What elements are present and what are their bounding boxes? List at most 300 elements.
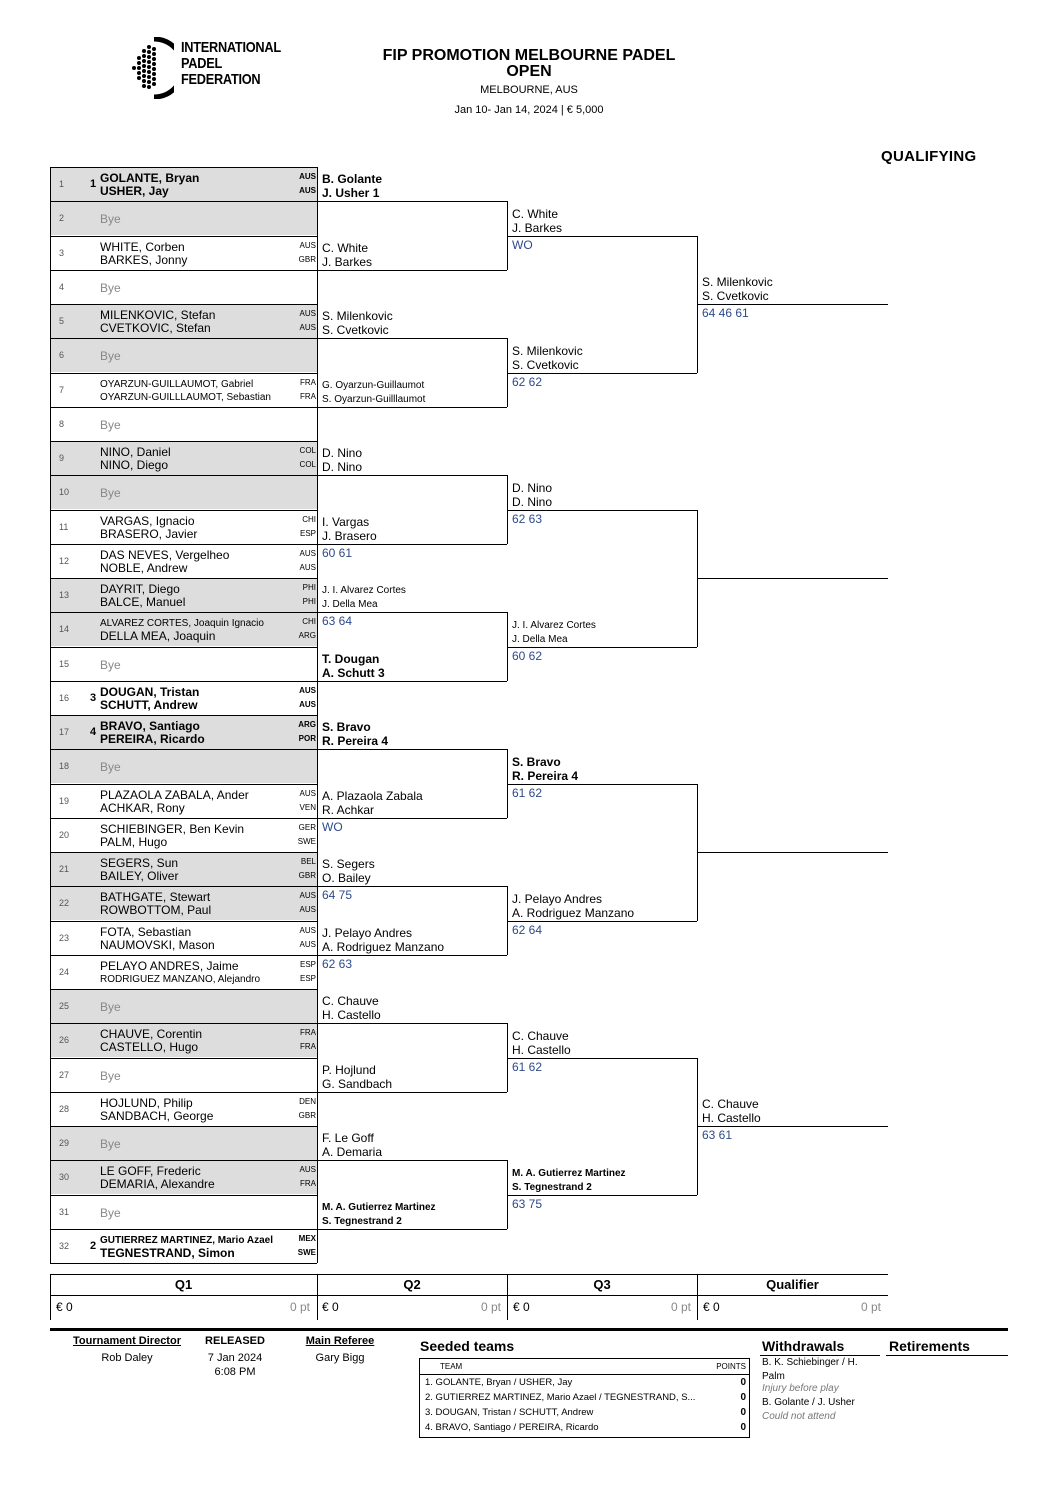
draw-slot bbox=[50, 373, 317, 407]
slot-number: 10 bbox=[59, 487, 70, 498]
bracket-line bbox=[317, 955, 507, 956]
country-code: AUS bbox=[299, 891, 316, 901]
player-name: GOLANTE, Bryan bbox=[100, 171, 200, 185]
draw-slot bbox=[50, 407, 317, 441]
country-code: AUS bbox=[299, 905, 316, 915]
country-code: AUS bbox=[299, 172, 316, 181]
bracket-line bbox=[507, 1195, 697, 1196]
prize-qualifier: € 0 bbox=[703, 1300, 720, 1314]
match-winner: S. Tegnestrand 2 bbox=[322, 1216, 402, 1227]
draw-slot bbox=[50, 578, 317, 612]
match-score: 61 62 bbox=[512, 786, 543, 800]
points-q3: 0 pt bbox=[670, 1300, 691, 1314]
match-winner: J. Barkes bbox=[512, 221, 563, 235]
bracket-line bbox=[50, 1263, 317, 1264]
bracket-line bbox=[697, 578, 888, 579]
match-winner: D. Nino bbox=[512, 495, 553, 509]
draw-slot bbox=[50, 818, 317, 852]
match-score: 62 62 bbox=[512, 375, 543, 389]
match-winner: I. Vargas bbox=[322, 515, 370, 529]
draw-slot bbox=[50, 886, 317, 920]
slot-number: 26 bbox=[59, 1035, 70, 1046]
match-winner: C. White bbox=[512, 207, 559, 221]
slot-number: 12 bbox=[59, 555, 70, 566]
bracket-line bbox=[697, 852, 888, 853]
player-name: OYARZUN-GUILLAUMOT, Gabriel bbox=[100, 378, 254, 390]
bye-label: Bye bbox=[100, 760, 121, 775]
player-name: BRAVO, Santiago bbox=[100, 719, 200, 733]
match-winner: T. Dougan bbox=[322, 652, 380, 666]
slot-number: 14 bbox=[59, 624, 70, 635]
points-q1: 0 pt bbox=[289, 1300, 310, 1314]
country-code: CHI bbox=[302, 514, 316, 524]
draw-slot bbox=[50, 852, 317, 886]
match-winner: A. Schutt 3 bbox=[322, 666, 385, 680]
country-code: ESP bbox=[299, 973, 316, 983]
country-code: SWE bbox=[297, 1247, 316, 1257]
player-name: OYARZUN-GUILLLAUMOT, Sebastian bbox=[100, 391, 271, 403]
match-winner: J. Della Mea bbox=[512, 634, 568, 645]
slot-number: 27 bbox=[59, 1069, 70, 1080]
slot-number: 19 bbox=[59, 795, 70, 806]
slot-number: 13 bbox=[59, 590, 70, 600]
match-score: 62 63 bbox=[322, 957, 353, 971]
points-qualifier: 0 pt bbox=[860, 1300, 881, 1314]
country-code: FRA bbox=[300, 1028, 316, 1038]
prize-q2: € 0 bbox=[322, 1300, 339, 1314]
country-code: DEN bbox=[299, 1096, 316, 1106]
country-code: AUS bbox=[299, 925, 316, 935]
player-name: PELAYO ANDRES, Jaime bbox=[100, 958, 239, 973]
released-label: RELEASED bbox=[205, 1335, 265, 1347]
team-column-header: TEAM bbox=[440, 1362, 463, 1371]
player-name: SCHIEBINGER, Ben Kevin bbox=[100, 821, 245, 836]
player-name: ROWBOTTOM, Paul bbox=[100, 903, 212, 918]
withdrawal-name-cont: Palm bbox=[762, 1371, 785, 1382]
match-winner: O. Bailey bbox=[322, 871, 371, 885]
player-name: CASTELLO, Hugo bbox=[100, 1040, 199, 1055]
match-winner: D. Nino bbox=[322, 446, 363, 460]
seeded-row: 3. DOUGAN, Tristan / SCHUTT, Andrew bbox=[425, 1407, 594, 1418]
slot-number: 5 bbox=[59, 316, 65, 326]
retirements-rule bbox=[886, 1355, 1008, 1356]
draw-slot bbox=[50, 612, 317, 646]
player-name: BRASERO, Javier bbox=[100, 526, 198, 541]
tournament-title: FIP PROMOTION MELBOURNE PADEL OPEN bbox=[382, 47, 676, 80]
draw-slot bbox=[50, 441, 317, 475]
player-name: DELLA MEA, Joaquin bbox=[100, 629, 216, 644]
match-score: WO bbox=[322, 820, 343, 834]
match-winner: H. Castello bbox=[702, 1111, 761, 1125]
player-name: BALCE, Manuel bbox=[100, 595, 186, 609]
player-name: PLAZAOLA ZABALA, Ander bbox=[100, 787, 249, 802]
bracket-line bbox=[317, 1092, 507, 1093]
player-name: NAUMOVSKI, Mason bbox=[100, 937, 215, 952]
seeded-row: 2. GUTIERREZ MARTINEZ, Mario Azael / TEGNESTRAND, S... bbox=[425, 1392, 696, 1403]
slot-number: 9 bbox=[59, 453, 65, 463]
rounds-mid-rule bbox=[50, 1295, 888, 1296]
draw-slot bbox=[50, 270, 317, 304]
match-score: 63 61 bbox=[702, 1128, 733, 1142]
match-score: 61 62 bbox=[512, 1060, 543, 1074]
country-code: AUS bbox=[299, 1165, 316, 1175]
match-winner: D. Nino bbox=[322, 460, 363, 474]
match-winner: R. Pereira 4 bbox=[512, 769, 579, 783]
bracket-line bbox=[317, 407, 507, 408]
bracket-line bbox=[507, 647, 697, 648]
country-code: AUS bbox=[299, 309, 316, 318]
draw-slot bbox=[50, 749, 317, 783]
draw-slot bbox=[50, 1092, 317, 1126]
match-score: 63 64 bbox=[322, 614, 353, 628]
country-code: FRA bbox=[300, 1179, 316, 1189]
match-winner: S. Segers bbox=[322, 857, 375, 871]
slot-number: 17 bbox=[59, 727, 70, 737]
seeded-points: 0 bbox=[740, 1422, 746, 1433]
player-name: BAILEY, Oliver bbox=[100, 869, 179, 883]
player-name: LE GOFF, Frederic bbox=[100, 1164, 201, 1179]
country-code: COL bbox=[299, 460, 316, 469]
match-winner: C. White bbox=[322, 241, 369, 255]
bracket-line bbox=[697, 304, 888, 305]
draw-slot bbox=[50, 681, 317, 715]
bracket-line bbox=[317, 544, 507, 545]
round-label-q2: Q2 bbox=[403, 1277, 421, 1292]
match-winner: D. Nino bbox=[512, 481, 553, 495]
match-winner: R. Achkar bbox=[322, 803, 375, 817]
match-winner: J. Della Mea bbox=[322, 599, 378, 610]
country-code: ESP bbox=[299, 959, 316, 969]
bracket-line bbox=[507, 1058, 697, 1059]
released-date: 7 Jan 2024 bbox=[207, 1352, 263, 1364]
seeded-points: 0 bbox=[740, 1377, 746, 1388]
player-name: CVETKOVIC, Stefan bbox=[100, 321, 211, 335]
bracket-line bbox=[507, 236, 697, 237]
table-header-rule bbox=[420, 1374, 749, 1375]
bye-label: Bye bbox=[100, 1068, 121, 1083]
match-winner: A. Rodriguez Manzano bbox=[322, 940, 445, 954]
match-winner: F. Le Goff bbox=[322, 1131, 374, 1145]
draw-slot bbox=[50, 955, 317, 989]
match-winner: S. Milenkovic bbox=[512, 344, 583, 358]
slot-number: 6 bbox=[59, 350, 65, 361]
withdrawals-heading: Withdrawals bbox=[762, 1338, 845, 1354]
match-winner: J. Pelayo Andres bbox=[512, 892, 603, 906]
match-winner: J. I. Alvarez Cortes bbox=[322, 585, 406, 596]
bracket-line bbox=[507, 784, 697, 785]
country-code: SWE bbox=[297, 836, 316, 846]
slot-number: 21 bbox=[59, 864, 70, 874]
match-winner: H. Castello bbox=[512, 1043, 571, 1057]
player-name: HOJLUND, Philip bbox=[100, 1095, 193, 1110]
bracket-line bbox=[317, 167, 318, 1263]
round-label-qualifier: Qualifier bbox=[766, 1277, 819, 1292]
country-code: GBR bbox=[298, 254, 316, 264]
player-name: MILENKOVIC, Stefan bbox=[100, 308, 216, 322]
withdrawal-name: B. Golante / J. Usher bbox=[762, 1397, 855, 1408]
seeded-teams-heading: Seeded teams bbox=[420, 1338, 515, 1354]
bye-label: Bye bbox=[100, 1137, 121, 1151]
player-name: DEMARIA, Alexandre bbox=[100, 1177, 215, 1192]
country-code: GER bbox=[298, 822, 316, 832]
seed-number: 2 bbox=[90, 1239, 97, 1252]
seeded-points: 0 bbox=[740, 1392, 746, 1403]
bracket-line bbox=[317, 201, 507, 202]
country-code: ESP bbox=[299, 528, 316, 538]
country-code: AUS bbox=[299, 788, 316, 798]
match-winner: C. Chauve bbox=[322, 994, 379, 1008]
slot-number: 2 bbox=[59, 213, 65, 224]
player-name: DAS NEVES, Vergelheo bbox=[100, 547, 230, 562]
slot-number: 24 bbox=[59, 966, 70, 977]
country-code: AUS bbox=[299, 186, 316, 195]
seed-number: 3 bbox=[90, 691, 97, 704]
seeded-points: 0 bbox=[740, 1407, 746, 1418]
country-code: ARG bbox=[298, 720, 316, 729]
slot-number: 30 bbox=[59, 1172, 70, 1183]
player-name: SEGERS, Sun bbox=[100, 856, 179, 870]
bracket-line bbox=[317, 1229, 507, 1230]
draw-slot bbox=[50, 338, 317, 372]
country-code: FRA bbox=[300, 1042, 316, 1052]
country-code: ARG bbox=[298, 631, 316, 641]
slot-number: 7 bbox=[59, 384, 65, 395]
tournament-dates: Jan 10- Jan 14, 2024 | € 5,000 bbox=[454, 104, 604, 116]
released-time: 6:08 PM bbox=[214, 1366, 256, 1378]
draw-slot bbox=[50, 989, 317, 1023]
tournament-location: MELBOURNE, AUS bbox=[480, 84, 578, 96]
bye-label: Bye bbox=[100, 657, 121, 672]
player-name: ALVAREZ CORTES, Joaquin Ignacio bbox=[100, 618, 264, 630]
bracket-line bbox=[317, 1023, 507, 1024]
country-code: GBR bbox=[298, 871, 316, 880]
country-code: AUS bbox=[299, 939, 316, 949]
match-winner: J. Pelayo Andres bbox=[322, 926, 413, 940]
withdrawal-reason: Could not attend bbox=[762, 1411, 836, 1422]
country-code: AUS bbox=[299, 548, 316, 558]
match-score: WO bbox=[512, 238, 533, 252]
country-code: AUS bbox=[299, 240, 316, 250]
section-label: QUALIFYING bbox=[881, 148, 977, 165]
bye-label: Bye bbox=[100, 1205, 121, 1220]
player-name: NINO, Daniel bbox=[100, 445, 171, 459]
bracket-line bbox=[317, 886, 507, 887]
match-winner: J. Barkes bbox=[322, 255, 373, 269]
player-name: CHAUVE, Corentin bbox=[100, 1027, 203, 1042]
bracket-line bbox=[317, 475, 507, 476]
bracket-line bbox=[697, 1126, 888, 1127]
draw-slot bbox=[50, 544, 317, 578]
seed-number: 1 bbox=[90, 178, 97, 190]
logo-line-1: INTERNATIONAL bbox=[181, 39, 281, 56]
country-code: BEL bbox=[300, 857, 316, 866]
match-score: 62 63 bbox=[512, 512, 543, 526]
slot-number: 32 bbox=[59, 1240, 70, 1251]
match-score: 62 64 bbox=[512, 923, 543, 937]
draw-slot bbox=[50, 1058, 317, 1092]
match-winner: A. Demaria bbox=[322, 1145, 383, 1159]
bracket-line bbox=[317, 270, 507, 271]
match-winner: S. Cvetkovic bbox=[702, 289, 769, 303]
match-winner: S. Bravo bbox=[512, 755, 561, 769]
player-name: VARGAS, Ignacio bbox=[100, 513, 195, 528]
bracket-line bbox=[317, 818, 507, 819]
match-winner: G. Oyarzun-Guillaumot bbox=[322, 380, 425, 391]
draw-slot bbox=[50, 201, 317, 235]
match-winner: S. Cvetkovic bbox=[322, 323, 389, 337]
player-name: SANDBACH, George bbox=[100, 1108, 214, 1123]
player-name: ACHKAR, Rony bbox=[100, 800, 185, 815]
retirements-heading: Retirements bbox=[889, 1338, 970, 1354]
draw-slot bbox=[50, 784, 317, 818]
country-code: FRA bbox=[300, 377, 316, 387]
round-label-q1: Q1 bbox=[174, 1277, 193, 1292]
referee-name: Gary Bigg bbox=[315, 1352, 365, 1364]
match-score: 60 62 bbox=[512, 649, 543, 663]
player-name: USHER, Jay bbox=[100, 184, 169, 198]
match-score: 64 75 bbox=[322, 888, 353, 902]
player-name: NINO, Diego bbox=[100, 458, 169, 472]
slot-number: 3 bbox=[59, 247, 65, 258]
draw-slot bbox=[50, 1229, 317, 1263]
match-winner: M. A. Gutierrez Martinez bbox=[512, 1168, 626, 1179]
country-code: COL bbox=[299, 446, 316, 455]
bye-label: Bye bbox=[100, 349, 121, 364]
country-code: AUS bbox=[299, 323, 316, 332]
player-name: WHITE, Corben bbox=[100, 239, 185, 254]
director-label: Tournament Director bbox=[73, 1335, 181, 1347]
slot-number: 15 bbox=[59, 658, 70, 669]
match-winner: S. Cvetkovic bbox=[512, 358, 579, 372]
draw-slot bbox=[50, 1160, 317, 1194]
player-name: PALM, Hugo bbox=[100, 834, 168, 849]
draw-slot bbox=[50, 236, 317, 270]
match-winner: R. Pereira 4 bbox=[322, 734, 389, 748]
match-winner: G. Sandbach bbox=[322, 1077, 393, 1091]
bracket-line bbox=[317, 338, 507, 339]
points-column-header: POINTS bbox=[716, 1362, 746, 1371]
match-score: 60 61 bbox=[322, 546, 353, 560]
round-label-q3: Q3 bbox=[593, 1277, 611, 1292]
match-score: 63 75 bbox=[512, 1197, 543, 1211]
match-winner: J. Usher 1 bbox=[322, 186, 380, 200]
slot-number: 11 bbox=[59, 521, 69, 532]
bye-label: Bye bbox=[100, 417, 121, 432]
draw-slot bbox=[50, 1195, 317, 1229]
slot-number: 23 bbox=[59, 932, 70, 943]
bracket-line bbox=[317, 749, 507, 750]
country-code: PHI bbox=[302, 583, 316, 592]
player-name: SCHUTT, Andrew bbox=[100, 697, 198, 712]
seeded-row: 4. BRAVO, Santiago / PEREIRA, Ricardo bbox=[425, 1422, 599, 1433]
country-code: POR bbox=[298, 734, 316, 743]
draw-slot bbox=[50, 475, 317, 509]
slot-number: 31 bbox=[59, 1206, 70, 1217]
draw-slot bbox=[50, 1023, 317, 1057]
logo-line-2: PADEL bbox=[181, 55, 222, 72]
match-winner: A. Plazaola Zabala bbox=[322, 789, 423, 803]
withdrawal-reason: Injury before play bbox=[762, 1383, 839, 1394]
player-name: DAYRIT, Diego bbox=[100, 582, 180, 596]
slot-number: 22 bbox=[59, 898, 70, 909]
bye-label: Bye bbox=[100, 486, 121, 501]
slot-number: 20 bbox=[59, 829, 70, 840]
bye-label: Bye bbox=[100, 280, 121, 295]
player-name: FOTA, Sebastian bbox=[100, 924, 192, 939]
bracket-line bbox=[507, 921, 697, 922]
bracket-line bbox=[50, 167, 51, 1263]
bracket-line bbox=[317, 612, 507, 613]
match-winner: S. Milenkovic bbox=[322, 309, 393, 323]
bye-label: Bye bbox=[100, 212, 121, 227]
match-winner: B. Golante bbox=[322, 172, 383, 186]
slot-number: 25 bbox=[59, 1001, 70, 1011]
country-code: VEN bbox=[299, 802, 316, 812]
match-winner: C. Chauve bbox=[702, 1097, 759, 1111]
player-name: TEGNESTRAND, Simon bbox=[100, 1245, 235, 1260]
country-code: AUS bbox=[299, 562, 316, 572]
match-winner: S. Milenkovic bbox=[702, 275, 773, 289]
country-code: FRA bbox=[300, 391, 316, 401]
seed-number: 4 bbox=[90, 726, 97, 738]
match-winner: J. Brasero bbox=[322, 529, 377, 543]
seeded-row: 1. GOLANTE, Bryan / USHER, Jay bbox=[425, 1377, 573, 1388]
country-code: PHI bbox=[302, 597, 316, 606]
bracket-line bbox=[507, 510, 697, 511]
match-winner: A. Rodriguez Manzano bbox=[512, 906, 635, 920]
slot-number: 18 bbox=[59, 761, 70, 772]
match-score: 64 46 61 bbox=[702, 306, 749, 320]
draw-slot bbox=[50, 715, 317, 749]
slot-number: 29 bbox=[59, 1138, 70, 1148]
logo-emblem-icon bbox=[128, 37, 174, 99]
player-name: GUTIERREZ MARTINEZ, Mario Azael bbox=[100, 1234, 273, 1246]
draw-slot bbox=[50, 167, 317, 201]
draw-slot bbox=[50, 647, 317, 681]
bracket-line bbox=[317, 1160, 507, 1161]
slot-number: 8 bbox=[59, 418, 65, 429]
rounds-top-rule bbox=[50, 1274, 888, 1275]
seeded-teams-table bbox=[419, 1358, 750, 1438]
player-name: DOUGAN, Tristan bbox=[100, 684, 200, 699]
draw-slot bbox=[50, 1126, 317, 1160]
prize-q1: € 0 bbox=[56, 1300, 73, 1314]
country-code: CHI bbox=[302, 617, 316, 627]
bye-label: Bye bbox=[100, 1000, 121, 1014]
slot-number: 28 bbox=[59, 1103, 70, 1114]
withdrawal-name: B. K. Schiebinger / H. bbox=[762, 1357, 858, 1368]
slot-number: 16 bbox=[59, 692, 70, 703]
slot-number: 4 bbox=[59, 281, 65, 292]
director-name: Rob Daley bbox=[101, 1352, 153, 1364]
prize-q3: € 0 bbox=[513, 1300, 530, 1314]
logo-line-3: FEDERATION bbox=[181, 71, 261, 88]
bracket-line bbox=[507, 373, 697, 374]
player-name: BARKES, Jonny bbox=[100, 252, 188, 267]
bracket-line bbox=[317, 681, 507, 682]
referee-label: Main Referee bbox=[305, 1335, 375, 1347]
footer-rule bbox=[50, 1328, 1008, 1331]
country-code: GBR bbox=[298, 1110, 316, 1120]
player-name: RODRIGUEZ MANZANO, Alejandro bbox=[100, 973, 261, 985]
player-name: PEREIRA, Ricardo bbox=[100, 732, 205, 746]
match-winner: M. A. Gutierrez Martinez bbox=[322, 1202, 436, 1213]
match-winner: S. Bravo bbox=[322, 720, 371, 734]
points-q2: 0 pt bbox=[480, 1300, 501, 1314]
country-code: MEX bbox=[298, 1233, 316, 1243]
match-winner: P. Hojlund bbox=[322, 1063, 376, 1077]
match-winner: J. I. Alvarez Cortes bbox=[512, 620, 596, 631]
